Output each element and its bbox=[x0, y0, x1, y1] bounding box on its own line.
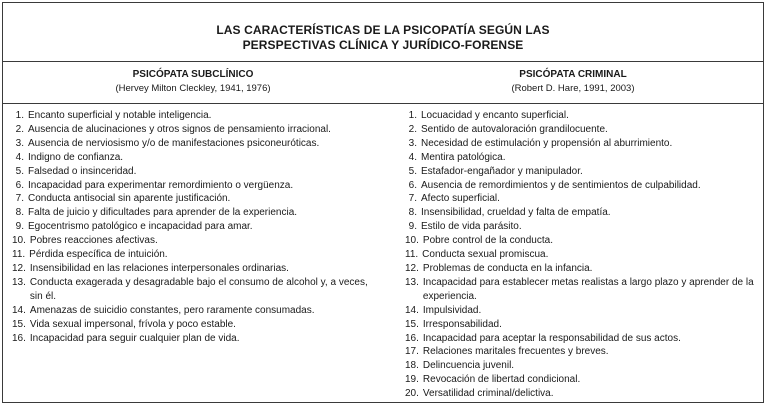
item-text: Incapacidad para establecer metas realistas a largo plazo y aprender de la experiencia. bbox=[422, 276, 754, 302]
item-text: Pérdida específica de intuición. bbox=[29, 249, 168, 261]
item-text: Pobres reacciones afectivas. bbox=[29, 235, 158, 247]
item-text: Amenazas de suicidio constantes, pero raramente consumadas. bbox=[29, 304, 315, 316]
item-number: 3. bbox=[15, 137, 24, 149]
item-text: Relaciones maritales frecuentes y breves. bbox=[422, 346, 609, 358]
right-list-item bbox=[405, 206, 757, 220]
item-text: Versatilidad criminal/delictiva. bbox=[422, 388, 554, 400]
item-text: Impulsividad. bbox=[422, 304, 482, 316]
item-text: Estafador-engañador y manipulador. bbox=[421, 165, 583, 177]
item-text: Ausencia de nerviosismo y/o de manifestaciones psiconeuróticas. bbox=[28, 137, 320, 149]
item-text: Ausencia de remordimientos y de sentimientos de culpabilidad. bbox=[421, 179, 701, 191]
right-list-item bbox=[405, 151, 757, 165]
item-number: 14. bbox=[12, 304, 26, 316]
item-number: 20. bbox=[405, 388, 419, 400]
item-text: Indigno de confianza. bbox=[28, 151, 124, 163]
left-column bbox=[3, 104, 383, 401]
right-list-item bbox=[405, 318, 757, 332]
item-number: 12. bbox=[405, 262, 419, 274]
right-list-item bbox=[405, 192, 757, 206]
item-number: 18. bbox=[405, 360, 419, 372]
item-number: 2. bbox=[408, 123, 417, 135]
item-number: 10. bbox=[405, 235, 419, 247]
item-number: 17. bbox=[405, 346, 419, 358]
item-text: Necesidad de estimulación y propensión al aburrimiento. bbox=[421, 137, 673, 149]
title-line-2: PERSPECTIVAS CLÍNICA Y JURÍDICO-FORENSE bbox=[242, 38, 524, 52]
item-text: Incapacidad para experimentar remordimiento o vergüenza. bbox=[28, 179, 294, 191]
left-heading: PSICÓPATA SUBCLÍNICO bbox=[132, 69, 254, 80]
item-number: 12. bbox=[12, 262, 26, 274]
item-number: 13. bbox=[12, 276, 26, 288]
item-text: Conducta antisocial sin aparente justificación. bbox=[28, 193, 231, 205]
right-list-item bbox=[405, 359, 757, 373]
item-number: 8. bbox=[408, 207, 417, 219]
item-number: 14. bbox=[405, 304, 419, 316]
item-number: 5. bbox=[15, 165, 24, 177]
item-text: Estilo de vida parásito. bbox=[421, 221, 522, 233]
item-text: Falta de juicio y dificultades para aprender de la experiencia. bbox=[28, 207, 298, 219]
item-text: Revocación de libertad condicional. bbox=[422, 374, 581, 386]
left-list-item bbox=[12, 179, 383, 193]
left-list-item bbox=[12, 318, 383, 332]
left-list-item bbox=[12, 206, 383, 220]
right-list-item bbox=[405, 179, 757, 193]
right-list-item bbox=[405, 373, 757, 387]
item-text: Ausencia de alucinaciones y otros signos de pensamiento irracional. bbox=[28, 123, 331, 135]
item-number: 1. bbox=[408, 110, 417, 121]
item-text: Insensibilidad, crueldad y falta de empatía. bbox=[421, 207, 611, 219]
left-list-item bbox=[12, 165, 383, 179]
item-number: 16. bbox=[12, 332, 26, 344]
title-line-1: LAS CARACTERÍSTICAS DE LA PSICOPATÍA SEGÚN LAS bbox=[216, 23, 550, 37]
right-source: (Robert D. Hare, 1991, 2003) bbox=[511, 83, 635, 94]
column-headers bbox=[3, 62, 763, 104]
left-list-item bbox=[12, 123, 383, 137]
right-column bbox=[383, 104, 763, 401]
item-number: 11. bbox=[405, 249, 419, 261]
item-text: Encanto superficial y notable inteligencia. bbox=[28, 110, 212, 121]
right-list-item bbox=[405, 234, 757, 248]
left-column-header bbox=[3, 62, 383, 103]
left-list-item bbox=[12, 151, 383, 165]
left-list-item bbox=[12, 276, 383, 304]
item-number: 9. bbox=[408, 221, 417, 233]
item-number: 4. bbox=[408, 151, 417, 163]
item-text: Irresponsabilidad. bbox=[422, 318, 502, 330]
right-list-item bbox=[405, 123, 757, 137]
left-list-item bbox=[12, 262, 383, 276]
right-list-item bbox=[405, 165, 757, 179]
right-list-item bbox=[405, 248, 757, 262]
right-list-item bbox=[405, 262, 757, 276]
left-list-item bbox=[12, 248, 383, 262]
item-text: Delincuencia juvenil. bbox=[422, 360, 515, 372]
item-number: 19. bbox=[405, 374, 419, 386]
item-number: 1. bbox=[15, 110, 24, 121]
left-list-item bbox=[12, 109, 383, 123]
item-text: Sentido de autovaloración grandilocuente. bbox=[421, 123, 608, 135]
right-list bbox=[405, 109, 757, 401]
left-source: (Hervey Milton Cleckley, 1941, 1976) bbox=[115, 83, 271, 94]
left-list-item bbox=[12, 234, 383, 248]
item-text: Conducta sexual promiscua. bbox=[422, 249, 549, 261]
item-text: Falsedad o insinceridad. bbox=[28, 165, 137, 177]
left-list-item bbox=[12, 220, 383, 234]
left-list-item bbox=[12, 332, 383, 346]
item-text: Incapacidad para seguir cualquier plan de vida. bbox=[29, 332, 240, 344]
item-number: 7. bbox=[408, 193, 417, 205]
right-list-item bbox=[405, 276, 757, 304]
right-list-item bbox=[405, 332, 757, 346]
right-list-item bbox=[405, 387, 757, 401]
left-list-item bbox=[12, 192, 383, 206]
item-text: Egocentrismo patológico e incapacidad para amar. bbox=[28, 221, 253, 233]
item-number: 6. bbox=[408, 179, 417, 191]
item-number: 6. bbox=[15, 179, 24, 191]
item-number: 9. bbox=[15, 221, 24, 233]
psychopathy-table bbox=[2, 2, 764, 403]
right-column-header bbox=[383, 62, 763, 103]
left-list-item bbox=[12, 137, 383, 151]
item-number: 7. bbox=[15, 193, 24, 205]
item-text: Locuacidad y encanto superficial. bbox=[421, 110, 569, 121]
left-list-item bbox=[12, 304, 383, 318]
item-number: 16. bbox=[405, 332, 419, 344]
item-text: Incapacidad para aceptar la responsabilidad de sus actos. bbox=[422, 332, 681, 344]
right-list-item bbox=[405, 137, 757, 151]
item-text: Vida sexual impersonal, frívola y poco estable. bbox=[29, 318, 236, 330]
table-title bbox=[3, 3, 763, 62]
right-list-item bbox=[405, 220, 757, 234]
item-number: 8. bbox=[15, 207, 24, 219]
item-text: Problemas de conducta en la infancia. bbox=[422, 262, 593, 274]
right-list-item bbox=[405, 304, 757, 318]
item-number: 11. bbox=[12, 249, 26, 261]
right-heading: PSICÓPATA CRIMINAL bbox=[519, 69, 627, 80]
item-number: 15. bbox=[405, 318, 419, 330]
right-list-item bbox=[405, 109, 757, 123]
right-list-item bbox=[405, 345, 757, 359]
item-number: 4. bbox=[15, 151, 24, 163]
item-number: 10. bbox=[12, 235, 26, 247]
item-text: Mentira patológica. bbox=[421, 151, 506, 163]
item-text: Conducta exagerada y desagradable bajo el consumo de alcohol y, a veces, sin él. bbox=[29, 276, 368, 302]
item-number: 15. bbox=[12, 318, 26, 330]
item-text: Pobre control de la conducta. bbox=[422, 235, 553, 247]
item-text: Afecto superficial. bbox=[421, 193, 500, 205]
item-number: 5. bbox=[408, 165, 417, 177]
item-number: 13. bbox=[405, 276, 419, 288]
column-bodies bbox=[3, 104, 763, 401]
left-list bbox=[12, 109, 383, 345]
item-number: 2. bbox=[15, 123, 24, 135]
item-number: 3. bbox=[408, 137, 417, 149]
item-text: Insensibilidad en las relaciones interpersonales ordinarias. bbox=[29, 262, 289, 274]
